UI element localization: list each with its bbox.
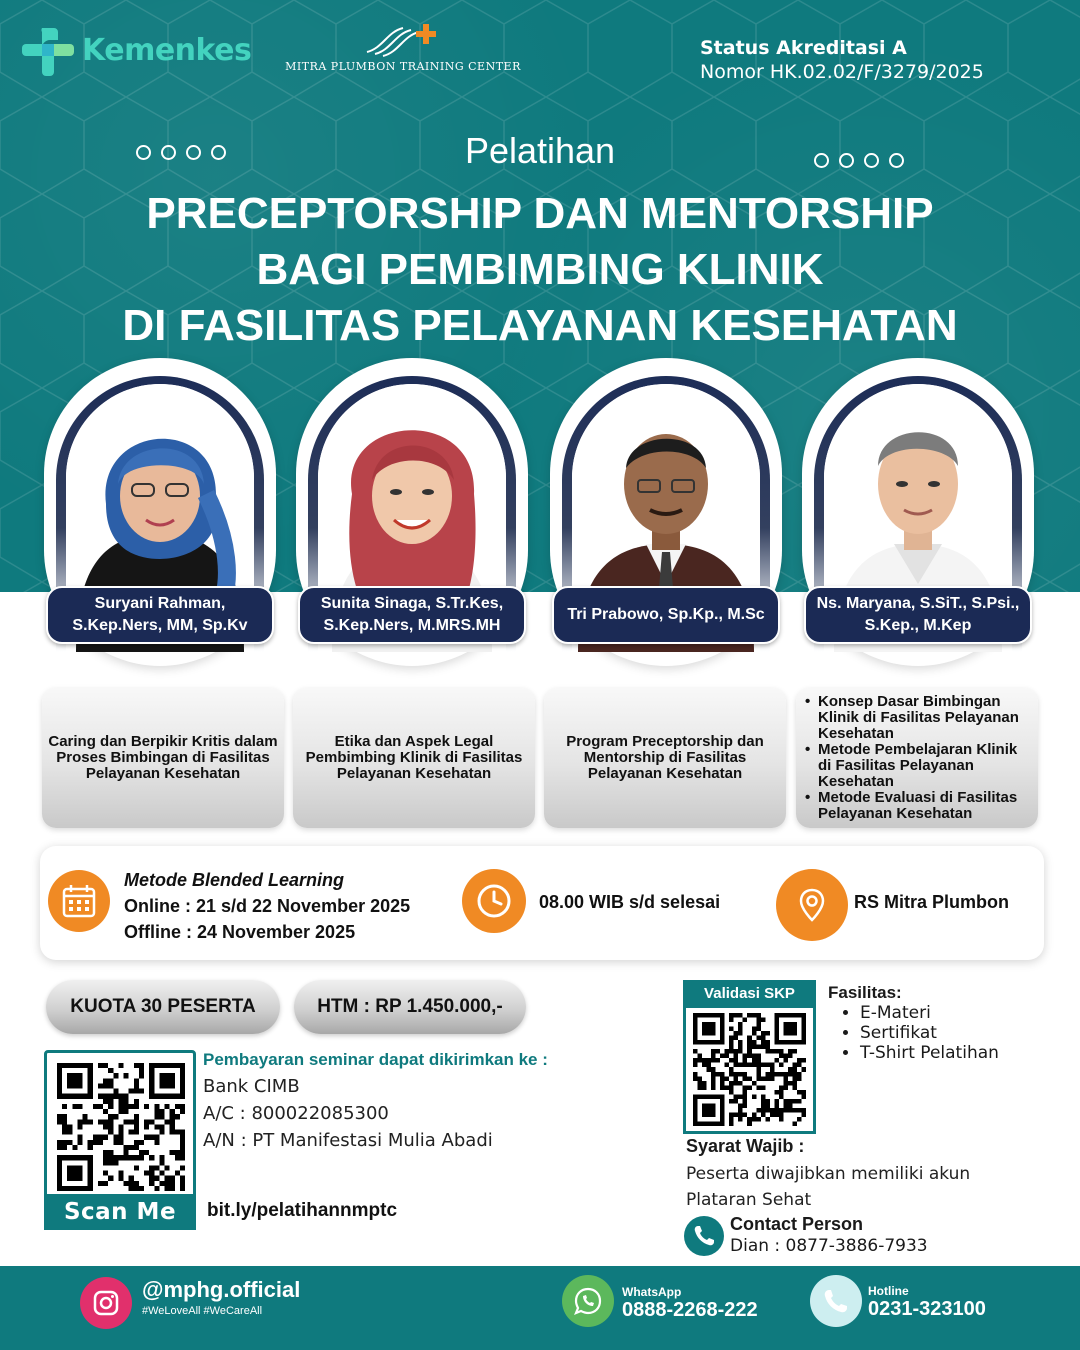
speaker-name-line-1: Sunita Sinaga, S.Tr.Kes, bbox=[320, 595, 504, 612]
accreditation-status: Status Akreditasi A bbox=[700, 37, 907, 59]
schedule-dates bbox=[124, 867, 410, 945]
whatsapp-label: WhatsApp bbox=[622, 1285, 682, 1299]
requirements-heading: Syarat Wajib : bbox=[686, 1136, 805, 1156]
location-pin-icon bbox=[776, 869, 848, 941]
bank-name: Bank CIMB bbox=[203, 1076, 300, 1097]
mitra-plumbon-logo-text: MITRA PLUMBON TRAINING CENTER bbox=[285, 60, 521, 73]
topic-card-4 bbox=[796, 688, 1038, 828]
time-text: 08.00 WIB s/d selesai bbox=[539, 892, 721, 912]
event-subtitle: Pelatihan bbox=[464, 130, 616, 171]
scan-me-label: Scan Me bbox=[44, 1194, 196, 1230]
footer bbox=[0, 1266, 1080, 1350]
mitra-plumbon-logo-icon bbox=[363, 22, 443, 58]
speaker-nameplate bbox=[298, 586, 526, 644]
hotline-number[interactable]: 0231-323100 bbox=[868, 1298, 986, 1320]
payment-heading: Pembayaran seminar dapat dikirimkan ke : bbox=[203, 1050, 548, 1069]
facilities-heading: Fasilitas: bbox=[828, 983, 902, 1002]
speaker-nameplate bbox=[46, 586, 274, 644]
event-title bbox=[0, 186, 1080, 354]
topic-text: Etika dan Aspek Legal Pembimbing Klinik di Fasilitas Pelayanan Kesehatan bbox=[305, 733, 523, 782]
speaker-name-line-1: Ns. Maryana, S.SiT., S.Psi., bbox=[816, 595, 1020, 612]
kemenkes-logo-icon bbox=[22, 24, 74, 76]
skp-validation-qr[interactable] bbox=[683, 980, 816, 1134]
topic-text: Program Preceptorship dan Mentorship di Fasilitas Pelayanan Kesehatan bbox=[566, 733, 764, 782]
calendar-icon bbox=[48, 870, 110, 932]
whatsapp-icon[interactable] bbox=[562, 1275, 614, 1327]
kemenkes-logo bbox=[22, 24, 251, 76]
qr-code-image bbox=[693, 1013, 806, 1126]
topic-card-3 bbox=[544, 688, 786, 828]
facility-item: • E-Materi bbox=[860, 1003, 999, 1023]
speaker-name-line-2: S.Kep.Ners, M.MRS.MH bbox=[323, 617, 501, 634]
hashtags: #WeLoveAll #WeCareAll bbox=[142, 1305, 263, 1317]
offline-date: Offline : 24 November 2025 bbox=[124, 922, 356, 942]
topic-list-item: • Konsep Dasar Bimbingan Klinik di Fasilitas Pelayanan Kesehatan bbox=[802, 694, 1034, 742]
facility-item: • Sertifikat bbox=[860, 1023, 999, 1043]
registration-link[interactable]: bit.ly/pelatihannmptc bbox=[207, 1200, 398, 1221]
topic-list-item: • Metode Pembelajaran Klinik di Fasilitas Pelayanan Kesehatan bbox=[802, 742, 1034, 790]
account-number: A/C : 800022085300 bbox=[203, 1103, 389, 1124]
speaker-nameplate bbox=[804, 586, 1032, 644]
speaker-card-1 bbox=[44, 358, 276, 666]
topic-text: Caring dan Berpikir Kritis dalam Proses Bimbingan di Fasilitas Pelayanan Kesehatan bbox=[48, 733, 278, 782]
skp-label: Validasi SKP bbox=[683, 980, 816, 1008]
clock-icon bbox=[462, 869, 526, 933]
facilities-list bbox=[828, 983, 999, 1063]
location-text: RS Mitra Plumbon bbox=[854, 892, 1010, 912]
topic-card-2 bbox=[293, 688, 535, 828]
mitra-plumbon-logo bbox=[276, 22, 530, 73]
event-title-line-3: DI FASILITAS PELAYANAN KESEHATAN bbox=[122, 301, 958, 350]
speaker-name-line-1: Suryani Rahman, bbox=[94, 595, 226, 612]
topic-list-item: • Metode Evaluasi di Fasilitas Pelayanan Kesehatan bbox=[802, 790, 1034, 822]
payment-info bbox=[203, 1050, 548, 1151]
phone-icon bbox=[684, 1216, 724, 1256]
accreditation-number: Nomor HK.02.02/F/3279/2025 bbox=[700, 61, 984, 83]
speaker-card-2 bbox=[296, 358, 528, 666]
speaker-card-3 bbox=[550, 358, 782, 666]
quota-badge: KUOTA 30 PESERTA bbox=[46, 980, 280, 1034]
topic-card-1 bbox=[42, 688, 284, 828]
hotline-label: Hotline bbox=[868, 1284, 909, 1298]
whatsapp-number[interactable]: 0888-2268-222 bbox=[622, 1299, 758, 1321]
instagram-handle[interactable]: @mphg.official bbox=[142, 1277, 301, 1302]
contact-value[interactable]: Dian : 0877-3886-7933 bbox=[730, 1236, 928, 1256]
speaker-nameplate bbox=[552, 586, 780, 644]
qr-code-image bbox=[57, 1063, 185, 1191]
kemenkes-logo-text: Kemenkes bbox=[82, 32, 252, 68]
event-title-line-1: PRECEPTORSHIP DAN MENTORSHIP bbox=[146, 189, 934, 238]
online-dates: Online : 21 s/d 22 November 2025 bbox=[124, 896, 411, 916]
speaker-card-4 bbox=[802, 358, 1034, 666]
instagram-icon[interactable] bbox=[80, 1277, 132, 1329]
facility-item: • T-Shirt Pelatihan bbox=[860, 1043, 999, 1063]
event-title-line-2: BAGI PEMBIMBING KLINIK bbox=[256, 245, 824, 294]
speaker-name-line-1: Tri Prabowo, Sp.Kp., M.Sc bbox=[567, 606, 765, 623]
speaker-name-line-2: S.Kep.Ners, MM, Sp.Kv bbox=[72, 617, 248, 634]
account-holder: A/N : PT Manifestasi Mulia Abadi bbox=[203, 1130, 493, 1151]
method-label: Metode Blended Learning bbox=[124, 870, 345, 890]
hotline-phone-icon[interactable] bbox=[810, 1275, 862, 1327]
accreditation-info bbox=[700, 37, 984, 83]
payment-qr-code[interactable] bbox=[44, 1050, 196, 1230]
speaker-name-line-2: S.Kep., M.Kep bbox=[864, 617, 972, 634]
requirements bbox=[686, 1136, 1016, 1213]
fee-badge: HTM : RP 1.450.000,- bbox=[294, 980, 526, 1034]
contact-heading: Contact Person bbox=[730, 1214, 864, 1234]
topic-list bbox=[802, 694, 1034, 822]
requirements-text: Peserta diwajibkan memiliki akun Plataran Sehat bbox=[686, 1164, 971, 1210]
